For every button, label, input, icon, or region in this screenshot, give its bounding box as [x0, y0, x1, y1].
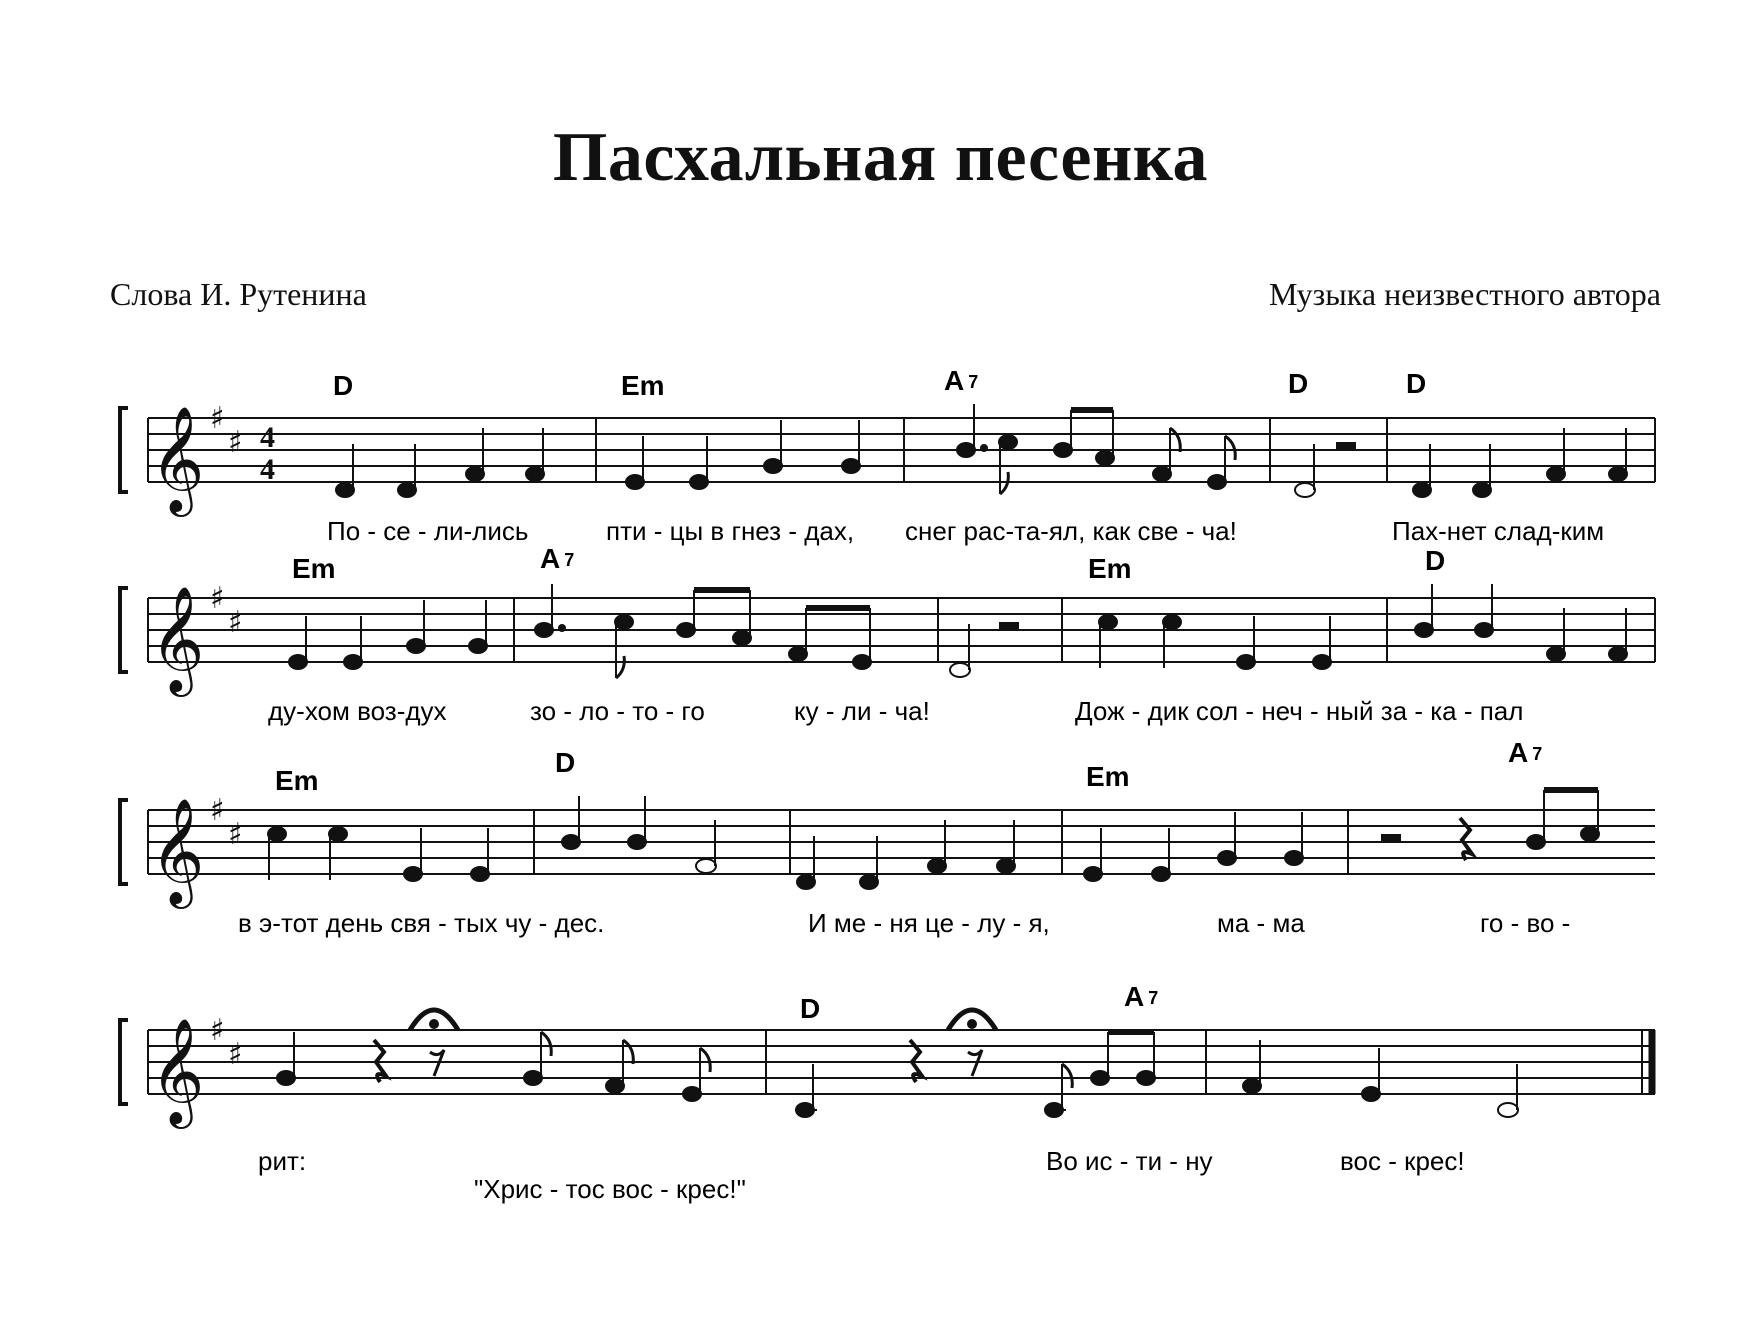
- lyric-line: пти - цы в гнез - дах,: [606, 516, 855, 546]
- key-signature-sharp: ♯: [210, 581, 225, 616]
- chord-symbol: Em: [292, 553, 336, 584]
- lyric-line: По - се - ли-лись: [327, 516, 529, 546]
- key-signature-sharp: ♯: [228, 1037, 243, 1072]
- treble-clef: 𝄞: [150, 1017, 205, 1124]
- chord-symbol: D: [1425, 545, 1446, 576]
- lyric-line: Дож - дик сол - неч - ный за - ка - пал: [1075, 696, 1524, 726]
- chord-symbol: A 7: [1508, 737, 1543, 768]
- system-bracket: [120, 408, 128, 492]
- lyric-line: вос - крес!: [1340, 1146, 1465, 1176]
- chord-symbol: D: [1288, 368, 1309, 399]
- time-signature-bottom: 4: [260, 453, 275, 486]
- time-signature-top: 4: [260, 421, 275, 454]
- chord-symbol: A 7: [1124, 981, 1159, 1012]
- lyric-line: зо - ло - то - го: [530, 696, 705, 726]
- key-signature-sharp: ♯: [210, 401, 225, 436]
- chord-symbol: Em: [621, 370, 665, 401]
- treble-clef: 𝄞: [150, 797, 205, 904]
- lyric-line: рит:: [258, 1146, 307, 1176]
- lyric-line: ку - ли - ча!: [794, 696, 930, 726]
- lyric-line: Пах-нет слад-ким: [1392, 516, 1605, 546]
- key-signature-sharp: ♯: [228, 425, 243, 460]
- fermata-icon: [410, 1010, 458, 1030]
- chord-symbol: Em: [1086, 761, 1130, 792]
- staff-system-2: [120, 543, 1655, 726]
- chord-symbol: D: [333, 370, 354, 401]
- lyric-quote: "Хрис - тос вос - крес!": [474, 1174, 746, 1204]
- system-bracket: [120, 1020, 128, 1104]
- system-bracket: [120, 588, 128, 672]
- song-title: Пасхальная песенка: [552, 119, 1209, 196]
- staff-system-3: [120, 737, 1655, 938]
- lyric-line: ма - ма: [1217, 908, 1305, 938]
- key-signature-sharp: ♯: [210, 1013, 225, 1048]
- key-signature-sharp: ♯: [210, 793, 225, 828]
- lyric-line: И ме - ня це - лу - я,: [808, 908, 1050, 938]
- quarter-rest: [1460, 818, 1472, 860]
- staff-system-1: [120, 365, 1655, 546]
- staff-system-4: [120, 981, 1655, 1204]
- chord-symbol: D: [800, 993, 821, 1024]
- lyric-line: ду-хом воз-дух: [268, 696, 447, 726]
- system-bracket: [120, 800, 128, 884]
- chord-symbol: D: [1406, 368, 1427, 399]
- lyric-line: в э-тот день свя - тых чу - дес.: [238, 908, 605, 938]
- chord-symbol: A 7: [944, 365, 979, 396]
- fermata-icon: [948, 1010, 996, 1030]
- chord-symbol: D: [555, 747, 576, 778]
- key-signature-sharp: ♯: [228, 817, 243, 852]
- lyric-line: го - во -: [1480, 908, 1571, 938]
- key-signature-sharp: ♯: [228, 605, 243, 640]
- lyric-line: снег рас-та-ял, как све - ча!: [905, 516, 1237, 546]
- lyric-line: Во ис - ти - ну: [1046, 1146, 1213, 1176]
- composer-credit: Музыка неизвестного автора: [1269, 276, 1661, 312]
- chord-symbol: A 7: [540, 543, 575, 574]
- treble-clef: 𝄞: [150, 585, 205, 692]
- chord-symbol: Em: [275, 765, 319, 796]
- lyricist-credit: Слова И. Рутенина: [110, 276, 367, 312]
- chord-symbol: Em: [1088, 553, 1132, 584]
- treble-clef: 𝄞: [150, 405, 205, 512]
